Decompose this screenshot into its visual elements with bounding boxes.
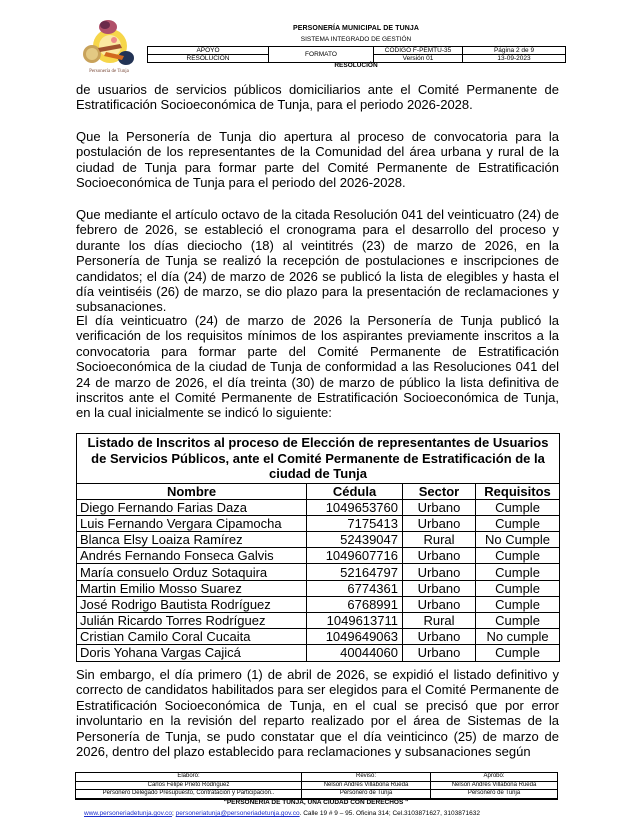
cell-requisitos: Cumple (476, 548, 560, 564)
document-type-cell: RESOLUCIÓN (148, 55, 269, 63)
signatures-table (75, 772, 558, 800)
cell-sector: Rural (403, 532, 476, 548)
footer-slogan: "PERSONERÍA DE TUNJA, UNA CIUDAD CON DERECHOS " (223, 799, 409, 806)
table-caption: Listado de Inscritos al proceso de Elección de representantes de Usuarios de Servicios Públicos, ante el Comité Permanente de Estratificación de la ciudad de Tunja (77, 434, 560, 484)
document-control-table (147, 46, 566, 63)
format-cell: FORMATO (269, 47, 374, 63)
cell-sector: Rural (403, 613, 476, 629)
contact-separator: ; (172, 810, 174, 817)
approved-by-label: Aprobó: (431, 773, 558, 782)
cell-cedula: 1049653760 (307, 499, 403, 515)
cell-sector: Urbano (403, 564, 476, 580)
cell-cedula: 40044060 (307, 645, 403, 661)
cell-requisitos: No Cumple (476, 532, 560, 548)
approved-by-position: Personero de Tunja (431, 790, 558, 799)
page-number-cell: Página 2 de 9 (463, 47, 566, 55)
footer-contact-line (84, 810, 480, 817)
cell-nombre: Andrés Fernando Fonseca Galvis (77, 548, 307, 564)
cell-nombre: Diego Fernando Farias Daza (77, 499, 307, 515)
table-row (77, 515, 560, 531)
prepared-by-label: Elaboró: (76, 773, 302, 782)
registrants-table (76, 433, 560, 662)
email-link[interactable]: personeriatunja@personeriadetunja.gov.co (175, 810, 300, 817)
table-row (77, 580, 560, 596)
paragraph-verificacion: El día veinticuatro (24) de marzo de 2026 la Personería de Tunja publicó la verificación de los requisitos mínimos de los aspirantes previamente inscritos a la convocatoria para formar parte del Comité Permanente de Estratificación Socioeconómica de la ciudad de Tunja de conformidad a las Resoluciones 041 del 24 de marzo de 2026, el día treinta (30) de marzo de público la lista definitiva de inscritos ante el Comité Permanente de Estratificación Socioeconómica de Tunja, en la cual inicialmente se indicó lo siguiente: (76, 313, 559, 421)
cell-sector: Urbano (403, 548, 476, 564)
personeria-logo (80, 18, 138, 76)
cell-requisitos: Cumple (476, 499, 560, 515)
column-header-sector: Sector (403, 483, 476, 499)
cell-sector: Urbano (403, 596, 476, 612)
version-cell: Versión 01 (374, 55, 463, 63)
management-system-subtitle: SISTEMA INTEGRADO DE GESTIÓN (300, 36, 412, 43)
table-row (77, 564, 560, 580)
cell-sector: Urbano (403, 645, 476, 661)
cell-requisitos: No cumple (476, 629, 560, 645)
cell-cedula: 6768991 (307, 596, 403, 612)
organization-title: PERSONERÍA MUNICIPAL DE TUNJA (292, 25, 420, 32)
cell-cedula: 52439047 (307, 532, 403, 548)
cell-nombre: Luis Fernando Vergara Cipamocha (77, 515, 307, 531)
process-cell: APOYO (148, 47, 269, 55)
table-row (77, 499, 560, 515)
document-kind-heading: RESOLUCIÓN (334, 62, 378, 69)
code-cell: CÓDIGO F-PEMTU-35 (374, 47, 463, 55)
column-header-nombre: Nombre (77, 483, 307, 499)
date-cell: 13-09-2023 (463, 55, 566, 63)
column-header-requisitos: Requisitos (476, 483, 560, 499)
table-row (77, 629, 560, 645)
cell-sector: Urbano (403, 629, 476, 645)
paragraph-continuation: de usuarios de servicios públicos domiciliarios ante el Comité Permanente de Estratificación Socioeconómica de Tunja, para el periodo 2026-2028. (76, 82, 559, 113)
cell-requisitos: Cumple (476, 613, 560, 629)
paragraph-sin-embargo: Sin embargo, el día primero (1) de abril de 2026, se expidió el listado definitivo y correcto de candidatos habilitados para ser elegidos para el Comité Permanente de Estratificación Socioeconómica de Tunja, en el cual se precisó que por error involuntario en la revisión del reparto realizado por el área de Sistemas de la Personería de Tunja, se pudo constatar que el día veinticinco (25) de marzo de 2026, dentro del plazo establecido para reclamaciones y subsanaciones según (76, 667, 559, 760)
cell-nombre: Martin Emilio Mosso Suarez (77, 580, 307, 596)
cell-sector: Urbano (403, 580, 476, 596)
cell-cedula: 1049607716 (307, 548, 403, 564)
cell-cedula: 52164797 (307, 564, 403, 580)
cell-requisitos: Cumple (476, 596, 560, 612)
logo-emblem-icon (80, 18, 138, 70)
cell-requisitos: Cumple (476, 564, 560, 580)
table-header-row (77, 483, 560, 499)
cell-sector: Urbano (403, 499, 476, 515)
prepared-by-name: Carlos Felipe Prieto Rodriguez (76, 781, 302, 790)
cell-nombre: Julián Ricardo Torres Rodríguez (77, 613, 307, 629)
cell-cedula: 6774361 (307, 580, 403, 596)
cell-nombre: Doris Yohana Vargas Cajicá (77, 645, 307, 661)
approved-by-name: Nelson Andrés Villabona Rueda (431, 781, 558, 790)
reviewed-by-label: Revisó: (302, 773, 431, 782)
address-and-phones: . Calle 19 # 9 – 95. Oficina 314; Cel.3103871627, 3103871632 (299, 810, 480, 817)
cell-nombre: Blanca Elsy Loaiza Ramírez (77, 532, 307, 548)
cell-requisitos: Cumple (476, 580, 560, 596)
cell-requisitos: Cumple (476, 515, 560, 531)
table-row (77, 596, 560, 612)
table-row (77, 613, 560, 629)
paragraph-cronograma: Que mediante el artículo octavo de la citada Resolución 041 del veinticuatro (24) de febrero de 2026, se estableció el cronograma para el desarrollo del proceso y durante los días dieciocho (18) al veintitrés (23) de marzo de 2026, en la Personería de Tunja se realizó la recepción de postulaciones e inscripciones de candidatos; el día (24) de marzo de 2026 se publicó la lista de elegibles y hasta el día veintiséis (26) de marzo, se dio plazo para la presentación de reclamaciones y subsanaciones. (76, 207, 559, 315)
column-header-cedula: Cédula (307, 483, 403, 499)
cell-nombre: José Rodrigo Bautista Rodríguez (77, 596, 307, 612)
reviewed-by-position: Personero de Tunja (302, 790, 431, 799)
cell-cedula: 7175413 (307, 515, 403, 531)
cell-cedula: 1049649063 (307, 629, 403, 645)
prepared-by-position: Personero Delegado Presupuesto, Contratación y Participación.. (76, 790, 302, 799)
table-row (77, 532, 560, 548)
table-row (77, 548, 560, 564)
reviewed-by-name: Nelson Andrés Villabona Rueda (302, 781, 431, 790)
paragraph-convocatoria: Que la Personería de Tunja dio apertura al proceso de convocatoria para la postulación de los representantes de la Comunidad del área urbana y rural de la ciudad de Tunja para formar parte del Comité Permanente de Estratificación Socioeconómica de Tunja para el periodo del 2026-2028. (76, 129, 559, 191)
cell-requisitos: Cumple (476, 645, 560, 661)
cell-cedula: 1049613711 (307, 613, 403, 629)
cell-nombre: Cristian Camilo Coral Cucaita (77, 629, 307, 645)
table-row (77, 645, 560, 661)
logo-caption: Personería de Tunja (89, 69, 129, 74)
website-link[interactable]: www.personeriadetunja.gov.co (84, 810, 173, 817)
cell-sector: Urbano (403, 515, 476, 531)
cell-nombre: María consuelo Orduz Sotaquira (77, 564, 307, 580)
